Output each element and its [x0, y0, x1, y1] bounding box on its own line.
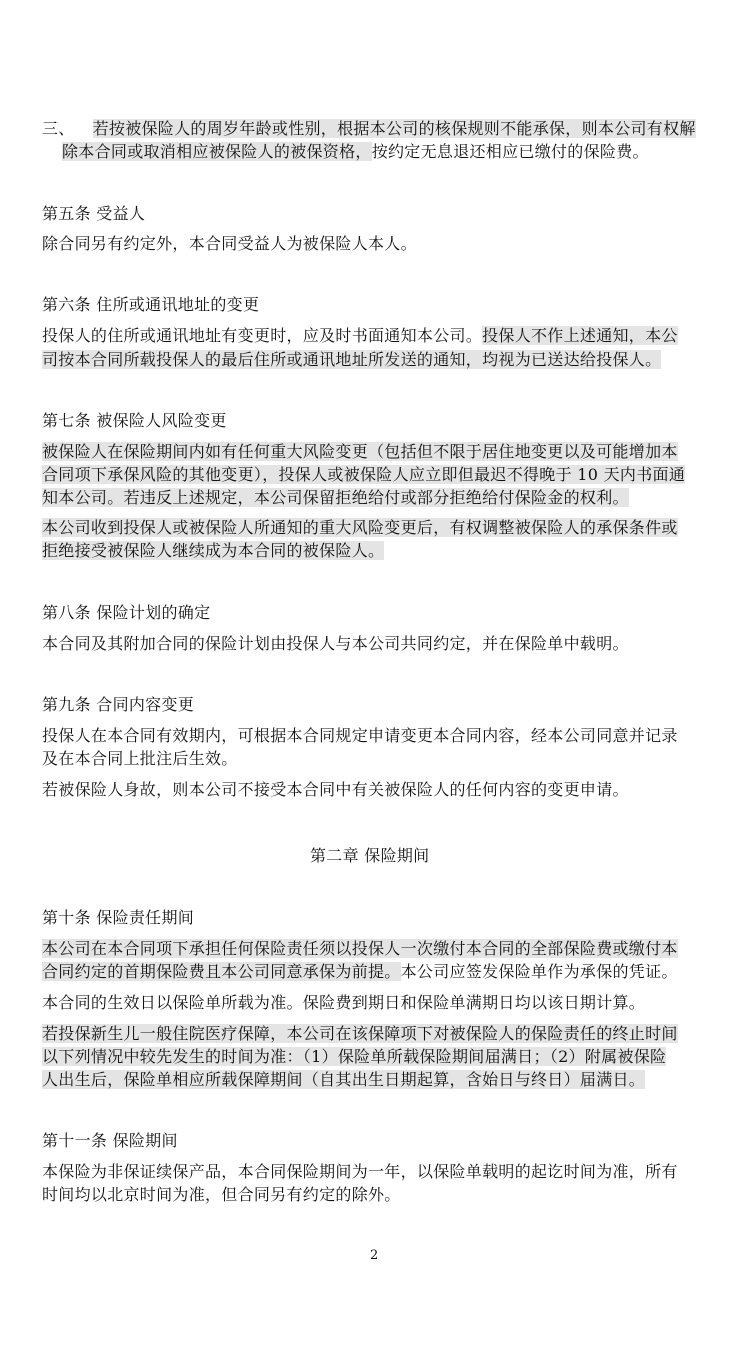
- item3-prefix: 三、: [42, 119, 75, 138]
- article-11-line1: 本保险为非保证续保产品，本合同保险期间为一年，以保险单载明的起讫时间为准，所有: [42, 1162, 678, 1181]
- article-7-p2-line1: [42, 517, 678, 539]
- article-7-p1-l3-text: 知本公司。若违反上述规定，本公司保留拒绝给付或部分拒绝给付保险金的权利。: [42, 488, 629, 507]
- article-7-p2-l1-text: 本公司收到投保人或被保险人所通知的重大风险变更后，有权调整被保险人的承保条件或: [42, 518, 678, 537]
- article-9-heading: 第九条 合同内容变更: [42, 695, 195, 714]
- chapter-2-title: 第二章 保险期间: [310, 846, 430, 865]
- article-9-p2: 若被保险人身故，则本公司不接受本合同中有关被保险人的任何内容的变更申请。: [42, 780, 629, 799]
- article-7-p2-l2-text: 拒绝接受被保险人继续成为本合同的被保险人。: [42, 541, 385, 560]
- article-7-p1-line2: [42, 464, 685, 486]
- article-10-p1-line2: [42, 961, 678, 983]
- item3-highlight-2: 除本合同或取消相应被保险人的被保资格，: [62, 142, 372, 161]
- article-5-heading: 第五条 受益人: [42, 204, 146, 223]
- article-10-p1-l2-highlight: 合同约定的首期保险费且本公司同意承保为前提。: [42, 962, 401, 981]
- article-6-line2: [42, 349, 661, 371]
- article-8-text: 本合同及其附加合同的保险计划由投保人与本公司共同约定，并在保险单中载明。: [42, 634, 629, 653]
- article-8-heading: 第八条 保险计划的确定: [42, 603, 211, 622]
- article-6-line1: [42, 325, 678, 347]
- article-6-highlight-1: 投保人不作上述通知，本公: [482, 326, 678, 345]
- page-number: 2: [370, 1248, 379, 1263]
- article-10-p3-line2: [42, 1046, 666, 1068]
- article-10-p3-l1-text: 若投保新生儿一般住院医疗保障，本公司在该保障项下对被保险人的保险责任的终止时间: [42, 1024, 678, 1043]
- article-10-p3-line1: [42, 1023, 678, 1045]
- article-11-heading: 第十一条 保险期间: [42, 1131, 178, 1150]
- item3-line2: [62, 141, 649, 163]
- article-7-p1-l2-text: 合同项下承保风险的其他变更），投保人或被保险人应立即但最迟不得晚于 10 天内书面通: [42, 465, 686, 484]
- item3-highlight-1: 若按被保险人的周岁年龄或性别，根据本公司的核保规则不能承保，则本公司有权解: [92, 119, 696, 138]
- article-9-p1-line2: 及在本合同上批注后生效。: [42, 749, 238, 768]
- article-10-p2: 本合同的生效日以保险单所载为准。保险费到期日和保险单满期日均以该日期计算。: [42, 993, 646, 1012]
- article-7-heading: 第七条 被保险人风险变更: [42, 411, 227, 430]
- article-7-p1-l1-text: 被保险人在保险期间内如有任何重大风险变更（包括但不限于居住地变更以及可能增加本: [42, 442, 678, 461]
- article-10-p1-line1: [42, 938, 678, 960]
- article-10-p3-line3: [42, 1069, 645, 1091]
- article-11-line2: 时间均以北京时间为准，但合同另有约定的除外。: [42, 1185, 401, 1204]
- article-7-p2-line2: [42, 540, 384, 562]
- article-9-p1-line1: 投保人在本合同有效期内，可根据本合同规定申请变更本合同内容，经本公司同意并记录: [42, 726, 678, 745]
- item3-line1: [42, 118, 696, 140]
- article-10-p1-l1-text: 本公司在本合同项下承担任何保险责任须以投保人一次缴付本合同的全部保险费或缴付本: [42, 939, 678, 958]
- article-5-text: 除合同另有约定外，本合同受益人为被保险人本人。: [42, 234, 417, 253]
- article-10-p1-l2-plain: 本公司应签发保险单作为承保的凭证。: [400, 962, 678, 981]
- article-6-heading: 第六条 住所或通讯地址的变更: [42, 295, 260, 314]
- article-6-plain: 投保人的住所或通讯地址有变更时，应及时书面通知本公司。: [42, 326, 483, 345]
- article-7-p1-line3: [42, 487, 629, 509]
- article-10-p3-l3-text: 人出生后，保险单相应所载保障期间（自其出生日期起算，含始日与终日）届满日。: [42, 1070, 646, 1089]
- item3-plain: 按约定无息退还相应已缴付的保险费。: [371, 142, 649, 161]
- article-7-p1-line1: [42, 441, 678, 463]
- article-10-p3-l2-text: 以下列情况中较先发生的时间为准：（1）保险单所载保险期间届满日；（2）附属被保险: [42, 1047, 667, 1066]
- article-6-highlight-2: 司按本合同所载投保人的最后住所或通讯地址所发送的通知，均视为已送达给投保人。: [42, 350, 662, 369]
- article-10-heading: 第十条 保险责任期间: [42, 908, 195, 927]
